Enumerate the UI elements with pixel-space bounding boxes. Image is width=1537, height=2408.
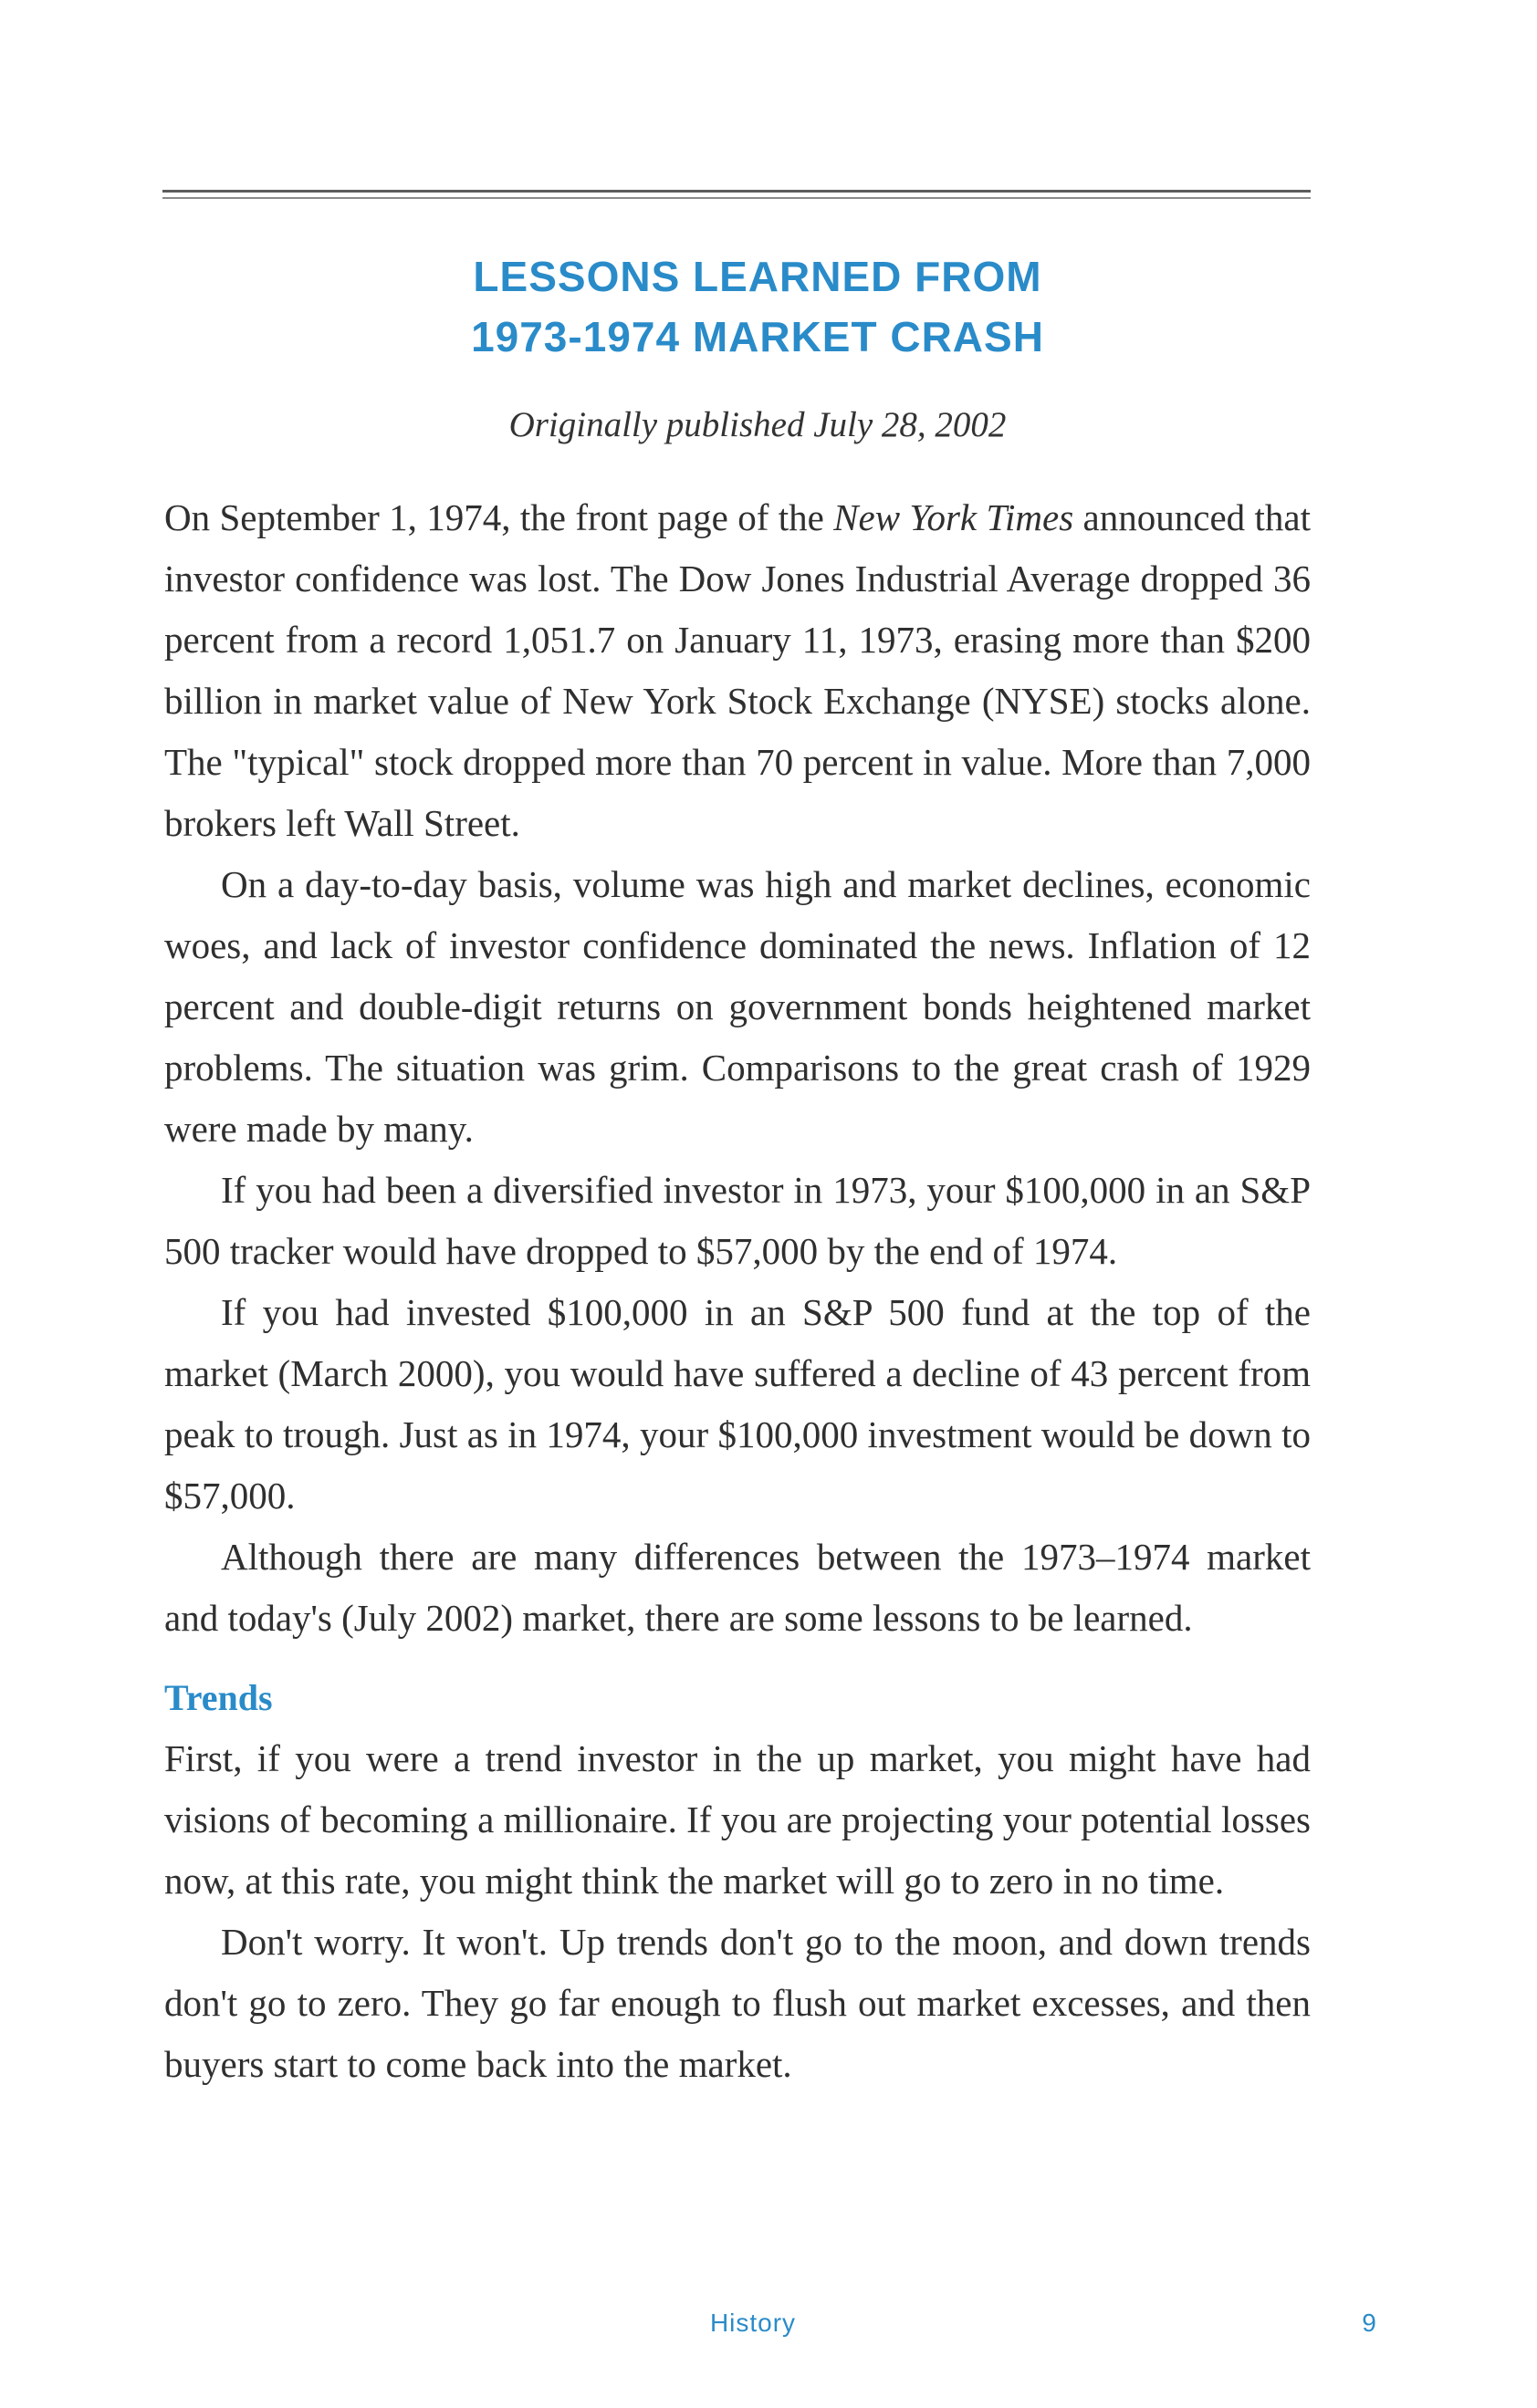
rule-line-thin (162, 197, 1311, 199)
paragraph-6: First, if you were a trend investor in the up market, you might have had visions of becoming a millionaire. If you are projecting your potential losses now, at this rate, you might think the market will go to zero in no time. (164, 1737, 1311, 1902)
paragraph-7: Don't worry. It won't. Up trends don't go to the moon, and down trends don't go to zero. They go far enough to flush out market excesses, and then buyers start to come back into the market. (164, 1921, 1311, 2085)
footer-section-label: History (709, 2309, 797, 2337)
article-body (164, 487, 1311, 2095)
section-heading-trends: Trends (164, 1677, 273, 1718)
paragraph-1-part-a: On September 1, 1974, the front page of the (164, 496, 834, 538)
paragraph-1 (164, 487, 1311, 854)
paragraph-3: If you had been a diversified investor in 1973, your $100,000 in an S&P 500 tracker would have dropped to $57,000 by the end of 1974. (164, 1169, 1311, 1272)
publication-dateline: Originally published July 28, 2002 (508, 405, 1007, 444)
newspaper-name: New York Times (833, 496, 1074, 538)
paragraph-2: On a day-to-day basis, volume was high and market declines, economic woes, and lack of investor confidence dominated the news. Inflation of 12 percent and double-digit returns on government bonds heightened market problems. The situation was grim. Comparisons to the great crash of 1929 were made by many. (164, 863, 1311, 1150)
rule-line-thick (162, 190, 1311, 193)
title-line-2: 1973-1974 MARKET CRASH (471, 313, 1044, 360)
paragraph-4: If you had invested $100,000 in an S&P 500 fund at the top of the market (March 2000), you would have suffered a decline of 43 percent from peak to trough. Just as in 1974, your $100,000 investment would be down to $57,000. (164, 1291, 1311, 1517)
paragraph-1-part-b: announced that investor confidence was lost. The Dow Jones Industrial Average dropped 36 percent from a record 1,051.7 on January 11, 1973, erasing more than $200 billion in market value of New York Stock Exchange (NYSE) stocks alone. The "typical" stock dropped more than 70 percent in value. More than 7,000 brokers left Wall Street. (164, 496, 1311, 844)
page-number: 9 (1362, 2309, 1376, 2337)
top-double-rule (162, 190, 1311, 203)
title-line-1: LESSONS LEARNED FROM (473, 253, 1042, 300)
article-title (274, 246, 1241, 367)
paragraph-5: Although there are many differences between the 1973–1974 market and today's (July 2002) market, there are some lessons to be learned. (164, 1536, 1311, 1639)
